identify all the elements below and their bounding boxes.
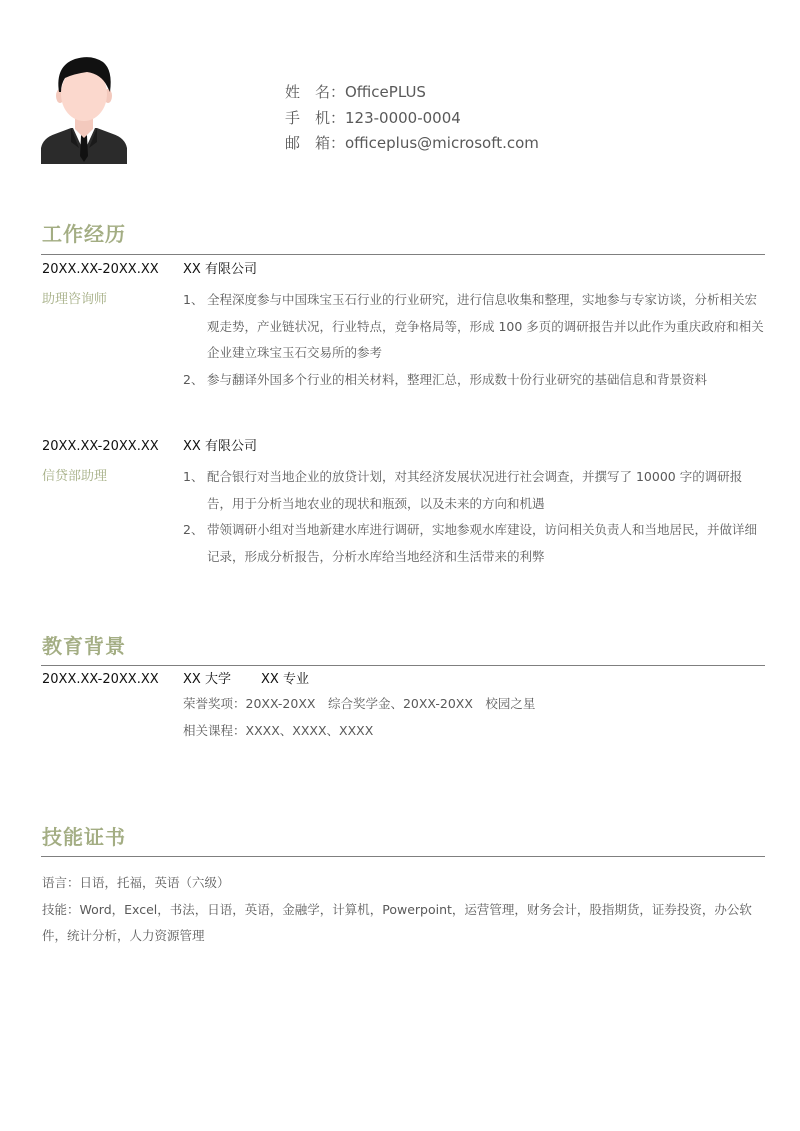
duty-text: 全程深度参与中国珠宝玉石行业的行业研究，进行信息收集和整理，实地参与专家访谈，分析相关宏观走势，产业链状况，行业特点，竞争格局等，形成 100 多页的调研报告并以此作为重庆政府和相关企业建立珠宝玉石交易所的参考 bbox=[207, 292, 764, 360]
duty-text: 配合银行对当地企业的放贷计划，对其经济发展状况进行社会调查，并撰写了 10000 字的调研报告，用于分析当地农业的现状和瓶颈，以及未来的方向和机遇 bbox=[207, 469, 743, 511]
work-company: XX 有限公司 bbox=[183, 439, 257, 454]
education-header bbox=[42, 670, 764, 690]
duty-text: 带领调研小组对当地新建水库进行调研，实地参观水库建设，访问相关负责人和当地居民，并做详细记录，形成分析报告，分析水库给当地经济和生活带来的利弊 bbox=[207, 522, 758, 564]
contact-info bbox=[285, 80, 539, 157]
email-value: officeplus@microsoft.com bbox=[345, 134, 539, 152]
work-entry-header bbox=[42, 437, 764, 457]
person-avatar-icon bbox=[41, 52, 127, 164]
education-major: XX 专业 bbox=[261, 672, 309, 687]
contact-email bbox=[285, 131, 539, 157]
duty-number: 2、 bbox=[183, 522, 204, 537]
work-entry-body bbox=[42, 467, 764, 570]
contact-name bbox=[285, 80, 539, 106]
section-divider bbox=[41, 254, 765, 255]
duty-item bbox=[183, 517, 764, 570]
work-entry bbox=[42, 260, 764, 393]
email-label: 邮 箱： bbox=[285, 134, 346, 152]
work-entry-header bbox=[42, 260, 764, 280]
education-honors: 荣誉奖项：20XX-20XX 综合奖学金、20XX-20XX 校园之星 bbox=[183, 696, 536, 711]
work-duties bbox=[183, 290, 764, 393]
duty-number: 1、 bbox=[183, 469, 204, 484]
skills-list: 技能：Word，Excel，书法，日语，英语，金融学，计算机，Powerpoint，运营管理，财务会计，股指期货，证券投资，办公软件，统计分析，人力资源管理 bbox=[42, 901, 752, 943]
education-courses: 相关课程：XXXX、XXXX、XXXX bbox=[183, 723, 374, 738]
work-role: 助理咨询师 bbox=[42, 292, 108, 307]
work-entry bbox=[42, 437, 764, 570]
skills-block bbox=[42, 870, 764, 950]
education-details bbox=[183, 690, 764, 744]
skills-language: 语言：日语，托福，英语（六级） bbox=[42, 875, 230, 890]
section-title-work: 工作经历 bbox=[42, 222, 126, 246]
section-divider bbox=[41, 665, 765, 666]
education-school: XX 大学 bbox=[183, 672, 231, 687]
phone-label: 手 机： bbox=[285, 108, 346, 127]
duty-text: 参与翻译外国多个行业的相关材料，整理汇总，形成数十份行业研究的基础信息和背景资料 bbox=[207, 371, 708, 387]
education-entry bbox=[42, 670, 764, 744]
work-duties bbox=[183, 467, 764, 570]
work-period: 20XX.XX-20XX.XX bbox=[42, 439, 159, 454]
duty-number: 1、 bbox=[183, 292, 204, 307]
work-role: 信贷部助理 bbox=[42, 469, 108, 484]
section-divider bbox=[41, 856, 765, 857]
duty-item bbox=[183, 287, 764, 367]
name-value: OfficePLUS bbox=[345, 83, 426, 101]
phone-value: 123-0000-0004 bbox=[345, 108, 461, 127]
duty-item bbox=[183, 367, 764, 394]
duty-item bbox=[183, 464, 764, 517]
education-period: 20XX.XX-20XX.XX bbox=[42, 672, 159, 687]
section-title-education: 教育背景 bbox=[42, 634, 126, 658]
work-entry-body bbox=[42, 290, 764, 393]
work-company: XX 有限公司 bbox=[183, 262, 257, 277]
duty-number: 2、 bbox=[183, 371, 204, 387]
section-title-skills: 技能证书 bbox=[42, 825, 126, 849]
contact-phone bbox=[285, 106, 539, 132]
name-label: 姓 名： bbox=[285, 83, 346, 101]
work-period: 20XX.XX-20XX.XX bbox=[42, 262, 159, 277]
